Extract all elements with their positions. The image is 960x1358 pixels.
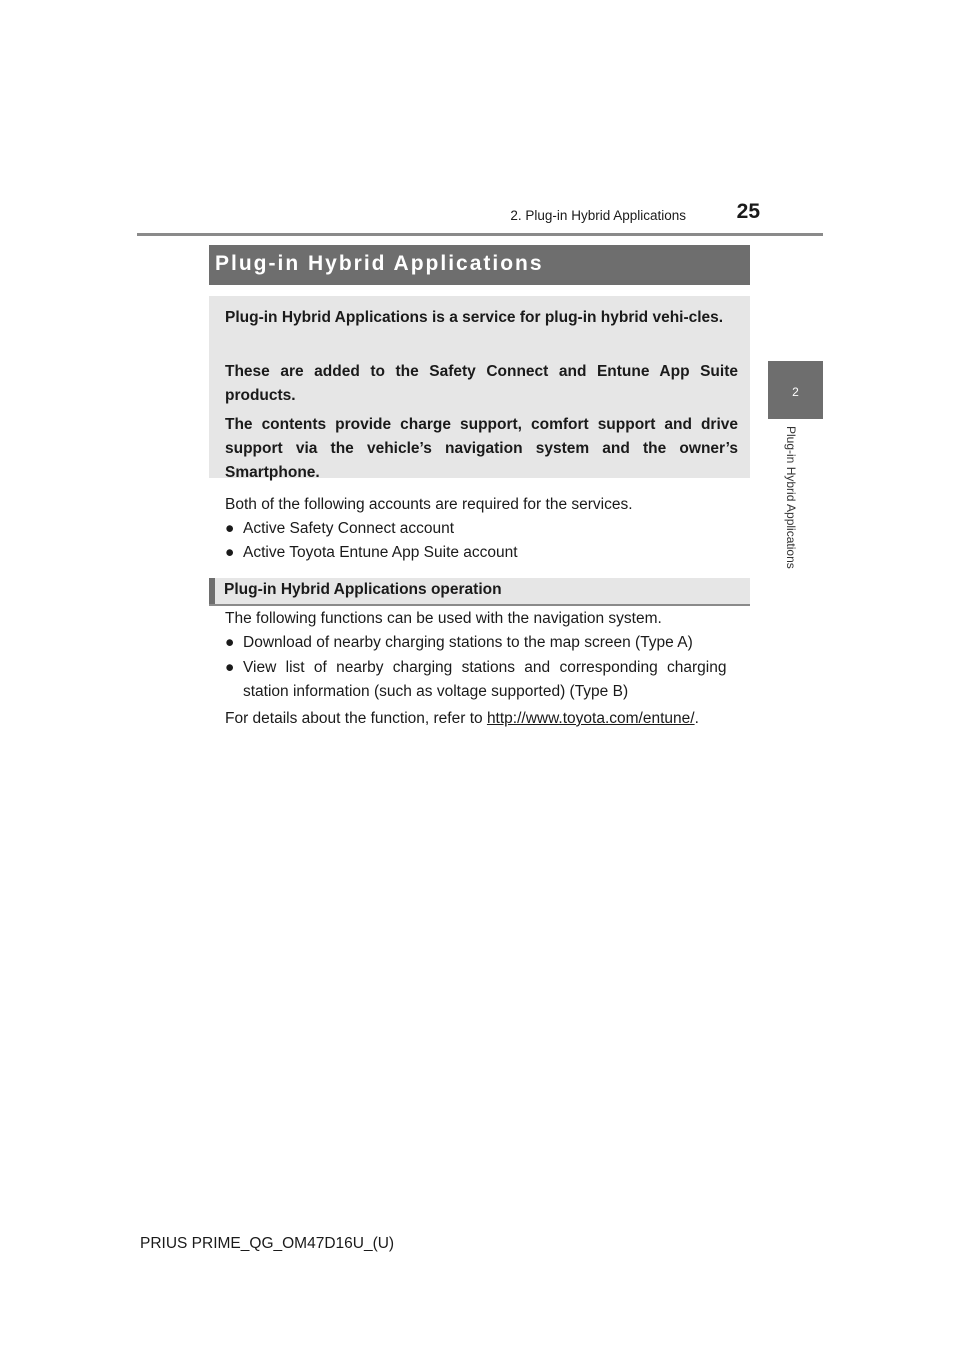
list-item-text: Active Toyota Entune App Suite account [243,544,518,561]
intro-box [209,296,750,481]
chapter-tab [768,361,823,419]
bullet-icon: ● [225,544,235,561]
entune-link[interactable]: http://www.toyota.com/entune/ [486,710,695,727]
chapter-side-label-text: Plug-in Hybrid Applications [784,426,798,569]
document-footer: PRIUS PRIME_QG_OM47D16U_(U) [140,1235,395,1252]
details-line [225,707,699,731]
page-title: Plug-in Hybrid Applications [215,252,544,275]
list-item-text: Active Safety Connect account [243,520,455,537]
page-title-bar [209,245,750,285]
section-heading-box [209,578,750,606]
accounts-lead: Both of the following accounts are required for the services. [225,496,633,513]
bullet-icon: ● [225,659,235,676]
list-item-text: Download of nearby charging stations to the map screen (Type A) [243,634,693,651]
section-heading-accent [209,578,215,604]
bullet-icon: ● [225,520,235,537]
list-item-text: View list of nearby charging stations and corresponding charging [243,659,727,676]
intro-paragraph: Plug-in Hybrid Applications is a service for plug-in hybrid vehi-cles. [225,309,724,326]
list-item-continuation: station information (such as voltage supported) (Type B) [243,683,629,700]
intro-paragraph: The contents provide charge support, comfort support and drive support via the vehicle’s navigation system and the owner’s Smartphone. [225,416,738,481]
details-prefix: For details about the function, refer to [225,710,487,727]
intro-paragraph: These are added to the Safety Connect and Entune App Suite products. [225,363,738,404]
header-rule [137,233,823,236]
details-suffix: . [694,710,699,727]
chapter-tab-number: 2 [792,385,799,399]
bullet-icon: ● [225,634,235,651]
operation-lead: The following functions can be used with the navigation system. [225,610,662,627]
running-header-section: 2. Plug-in Hybrid Applications [510,208,686,223]
page-number: 25 [736,200,760,223]
section-heading: Plug-in Hybrid Applications operation [224,581,502,598]
chapter-side-label [781,426,801,602]
